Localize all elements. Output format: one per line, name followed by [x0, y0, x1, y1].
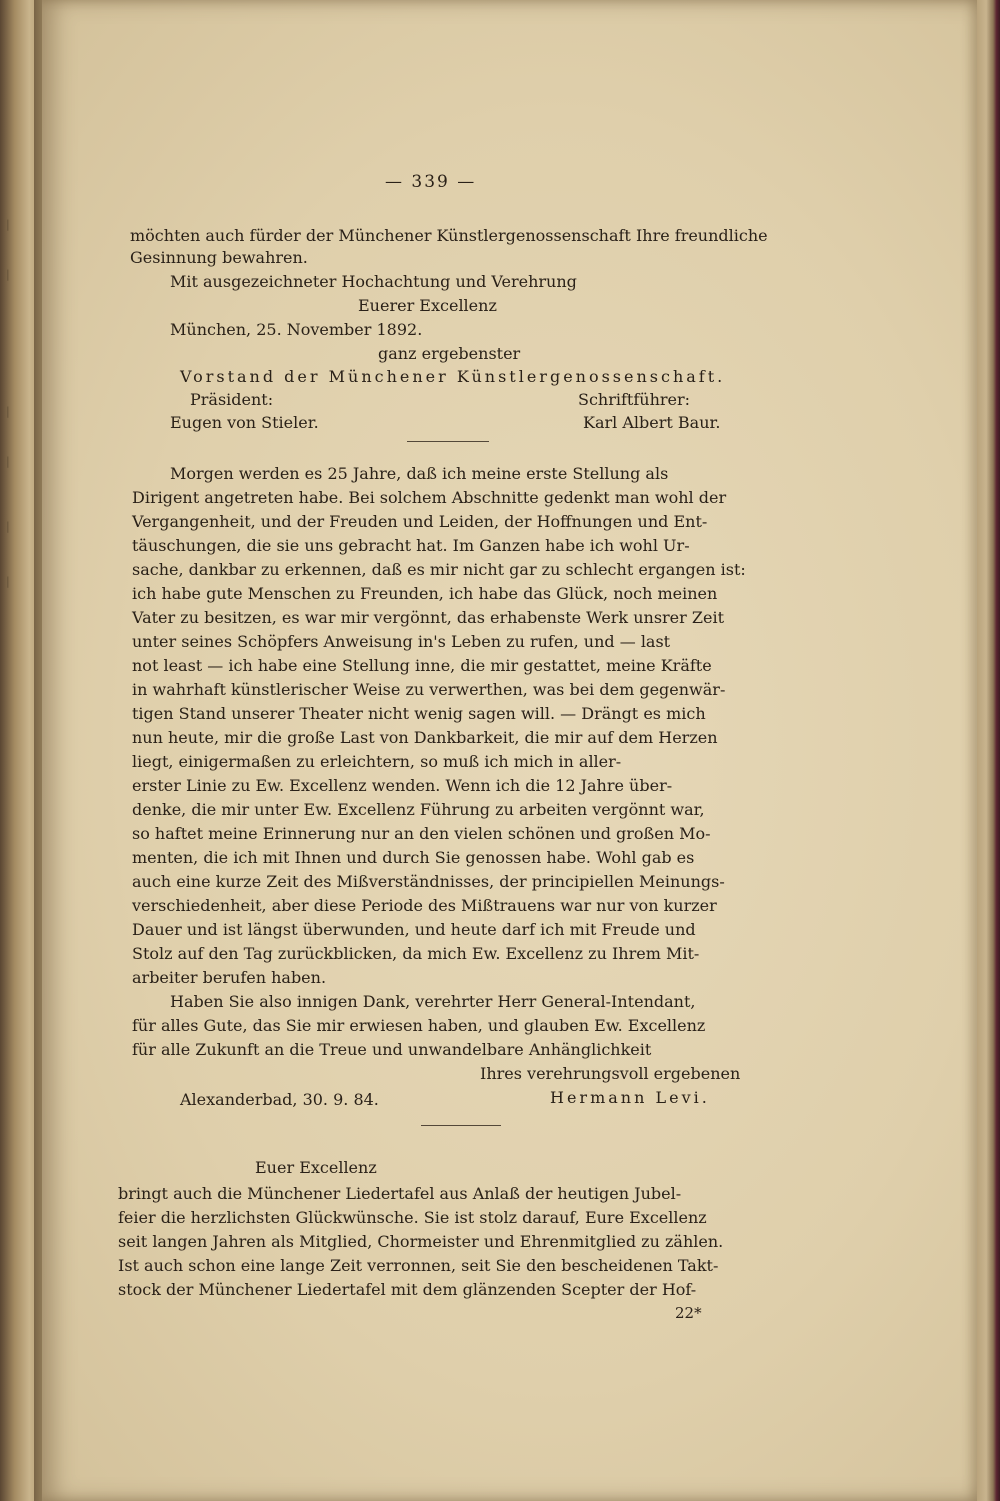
text-line: Euerer Excellenz	[358, 296, 497, 315]
text-line: sache, dankbar zu erkennen, daß es mir nicht gar zu schlecht ergangen ist:	[132, 560, 746, 579]
text-line: ich habe gute Menschen zu Freunden, ich habe das Glück, noch meinen	[132, 584, 718, 603]
text-line: Dirigent angetreten habe. Bei solchem Abschnitte gedenkt man wohl der	[132, 488, 727, 507]
text-line: Mit ausgezeichneter Hochachtung und Verehrung	[170, 272, 577, 291]
text-line: unter seines Schöpfers Anweisung in's Leben zu rufen, und — last	[132, 632, 671, 651]
signature-name: Eugen von Stieler.	[170, 413, 319, 432]
text-line: liegt, einigermaßen zu erleichtern, so muß ich mich in aller-	[132, 752, 622, 771]
text-line: Ist auch schon eine lange Zeit verronnen, seit Sie den bescheidenen Takt-	[118, 1256, 719, 1275]
bleed-mark: |	[6, 268, 10, 281]
text-line: Gesinnung bewahren.	[130, 248, 308, 267]
text-line: erster Linie zu Ew. Excellenz wenden. Wenn ich die 12 Jahre über-	[132, 776, 673, 795]
bleed-mark: |	[6, 405, 10, 418]
salutation: Euer Excellenz	[255, 1158, 377, 1177]
text-line: stock der Münchener Liedertafel mit dem glänzenden Scepter der Hof-	[118, 1280, 697, 1299]
text-line: menten, die ich mit Ihnen und durch Sie genossen habe. Wohl gab es	[132, 848, 695, 867]
text-line: so haftet meine Erinnerung nur an den vielen schönen und großen Mo-	[132, 824, 711, 843]
text-line: für alle Zukunft an die Treue und unwandelbare Anhänglichkeit	[132, 1040, 652, 1059]
signature-name: Hermann Levi.	[550, 1088, 710, 1107]
text-line: möchten auch fürder der Münchener Künstlergenossenschaft Ihre freundliche	[130, 226, 768, 245]
text-line: ganz ergebenster	[378, 344, 521, 363]
text-line: Stolz auf den Tag zurückblicken, da mich Ew. Excellenz zu Ihrem Mit-	[132, 944, 700, 963]
text-line: Ihres verehrungsvoll ergebenen	[480, 1064, 741, 1083]
text-line: denke, die mir unter Ew. Excellenz Führung zu arbeiten vergönnt war,	[132, 800, 705, 819]
dateline: Alexanderbad, 30. 9. 84.	[180, 1090, 379, 1109]
section-divider	[407, 441, 489, 442]
section-divider	[421, 1125, 501, 1126]
signature-role: Präsident:	[190, 390, 274, 409]
text-line: Dauer und ist längst überwunden, und heute darf ich mit Freude und	[132, 920, 696, 939]
right-page-edge	[977, 0, 1000, 1501]
text-line: tigen Stand unserer Theater nicht wenig sagen will. — Drängt es mich	[132, 704, 706, 723]
bleed-mark: |	[6, 520, 10, 533]
text-line: not least — ich habe eine Stellung inne, die mir gestattet, meine Kräfte	[132, 656, 712, 675]
signature-name: Karl Albert Baur.	[583, 413, 721, 432]
text-line: Vergangenheit, und der Freuden und Leiden, der Hoffnungen und Ent-	[132, 512, 708, 531]
signature-org: Vorstand der Münchener Künstlergenossenschaft.	[180, 367, 726, 386]
dateline: München, 25. November 1892.	[170, 320, 423, 339]
text-line: feier die herzlichsten Glückwünsche. Sie ist stolz darauf, Eure Excellenz	[118, 1208, 707, 1227]
text-line: Haben Sie also innigen Dank, verehrter Herr General-Intendant,	[170, 992, 696, 1011]
signature-role: Schriftführer:	[578, 390, 691, 409]
text-line: seit langen Jahren als Mitglied, Chormeister und Ehrenmitglied zu zählen.	[118, 1232, 724, 1251]
text-line: Vater zu besitzen, es war mir vergönnt, das erhabenste Werk unsrer Zeit	[132, 608, 725, 627]
text-line: für alles Gute, das Sie mir erwiesen haben, und glauben Ew. Excellenz	[132, 1016, 706, 1035]
text-line: nun heute, mir die große Last von Dankbarkeit, die mir auf dem Herzen	[132, 728, 718, 747]
printer-signature-mark: 22*	[675, 1304, 702, 1322]
text-line: bringt auch die Münchener Liedertafel aus Anlaß der heutigen Jubel-	[118, 1184, 682, 1203]
text-line: verschiedenheit, aber diese Periode des Mißtrauens war nur von kurzer	[132, 896, 717, 915]
bleed-mark: |	[6, 455, 10, 468]
bleed-mark: |	[6, 575, 10, 588]
text-line: täuschungen, die sie uns gebracht hat. Im Ganzen habe ich wohl Ur-	[132, 536, 690, 555]
text-line: arbeiter berufen haben.	[132, 968, 327, 987]
bleed-mark: |	[6, 218, 10, 231]
text-line: in wahrhaft künstlerischer Weise zu verwerthen, was bei dem gegenwär-	[132, 680, 726, 699]
page-number: — 339 —	[385, 172, 477, 192]
text-line: auch eine kurze Zeit des Mißverständnisses, der principiellen Meinungs-	[132, 872, 725, 891]
text-line: Morgen werden es 25 Jahre, daß ich meine erste Stellung als	[170, 464, 669, 483]
